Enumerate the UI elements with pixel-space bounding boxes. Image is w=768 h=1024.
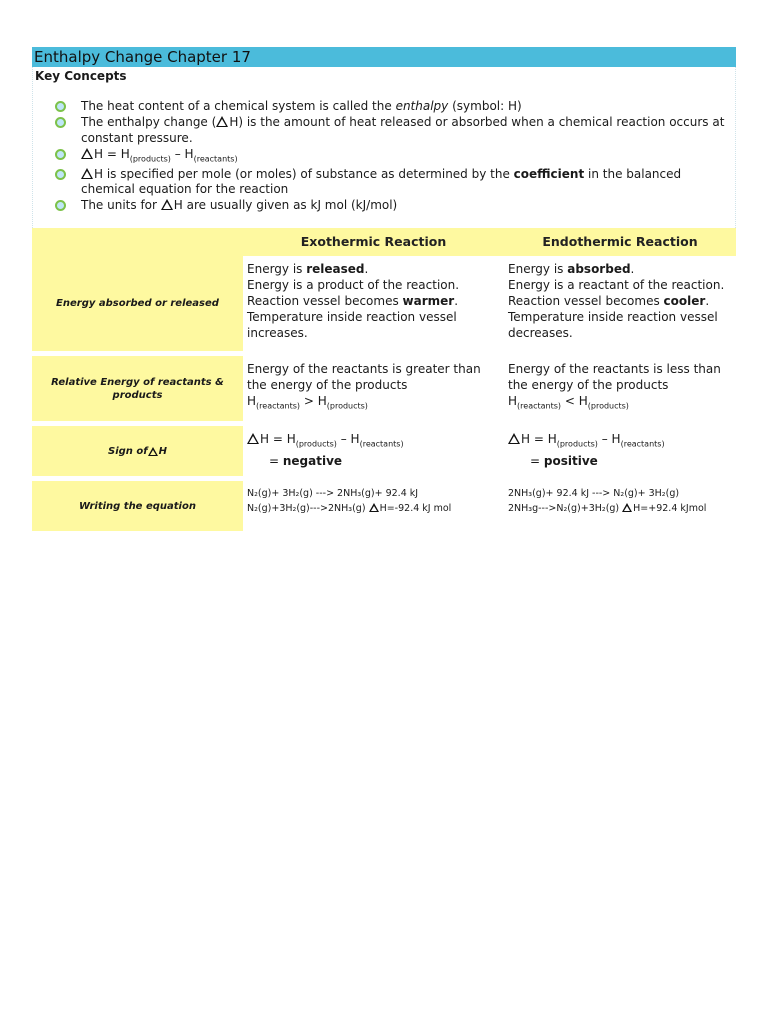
- bullet-circle-icon: [55, 169, 66, 180]
- delta-icon: [508, 433, 520, 444]
- key-concepts-heading: Key Concepts: [35, 69, 127, 83]
- list-item: The enthalpy change ( H) is the amount of heat released or absorbed when a chemical reaction occurs at constant pressure.: [55, 115, 733, 146]
- list-item: $H = H_{(products)} - H_{(reactants)}$: [55, 147, 733, 167]
- list-item: H is specified per mole (or moles) of substance as determined by the coefficient in the balanced chemical equation for the reaction: [55, 167, 733, 198]
- exo-energy-cell: Energy is released. Energy is a product of the reaction. Reaction vessel becomes warmer. Temperature inside reaction vessel increases.: [247, 262, 460, 341]
- bullet-circle-icon: [55, 101, 66, 112]
- key-concepts-list: [35, 99, 733, 214]
- bullet-circle-icon: [55, 149, 66, 160]
- page-title: Enthalpy Change Chapter 17: [32, 47, 736, 67]
- row-label-equation: Writing the equation: [32, 481, 243, 531]
- delta-icon: [81, 148, 93, 159]
- endo-relative-cell: Energy of the reactants is less than the energy of the products $H_{(reactants)} < H_{(products)}$: [508, 362, 721, 411]
- exo-relative-cell: Energy of the reactants is greater than the energy of the products $H_{(reactants)} > H_{(products)}$: [247, 362, 481, 411]
- exo-sign-cell: $H = H_{(products)} - H_{(reactants)}$ = negative: [243, 426, 504, 481]
- column-header-exothermic: Exothermic Reaction: [243, 228, 504, 256]
- delta-icon: [216, 116, 228, 127]
- delta-icon: [622, 503, 632, 512]
- delta-icon: [161, 199, 173, 210]
- row-label-sign: Sign of H: [32, 426, 243, 476]
- exo-equation-cell: N₂(g)+ 3H₂(g) ---> 2NH₃(g)+ 92.4 kJ N₂(g)+3H₂(g)--->2NH₃(g) H=-92.4 kJ mol: [247, 488, 452, 515]
- bullet-circle-icon: [55, 200, 66, 211]
- bullet-circle-icon: [55, 117, 66, 128]
- endo-sign-cell: $H = H_{(products)} - H_{(reactants)}$ = positive: [504, 426, 736, 481]
- delta-icon: [247, 433, 259, 444]
- delta-icon: [148, 447, 158, 456]
- list-item: The units for H are usually given as kJ mol (kJ/mol): [55, 198, 733, 214]
- list-item: The heat content of a chemical system is called the enthalpy (symbol: H): [55, 99, 733, 115]
- delta-icon: [81, 168, 93, 179]
- comparison-table: [32, 228, 736, 536]
- worksheet: [32, 47, 736, 536]
- row-label-relative-energy: Relative Energy of reactants & products: [32, 356, 243, 421]
- endo-energy-cell: Energy is absorbed. Energy is a reactant of the reaction. Reaction vessel becomes cooler. Temperature inside reaction vessel decreases.: [508, 262, 725, 341]
- key-concepts-section: [32, 67, 736, 228]
- delta-icon: [369, 503, 379, 512]
- row-label-energy: Energy absorbed or released: [32, 256, 243, 351]
- endo-equation-cell: 2NH₃(g)+ 92.4 kJ ---> N₂(g)+ 3H₂(g) 2NH₃g--->N₂(g)+3H₂(g) H=+92.4 kJmol: [508, 488, 707, 515]
- column-header-endothermic: Endothermic Reaction: [504, 228, 736, 256]
- table-corner: [32, 228, 243, 256]
